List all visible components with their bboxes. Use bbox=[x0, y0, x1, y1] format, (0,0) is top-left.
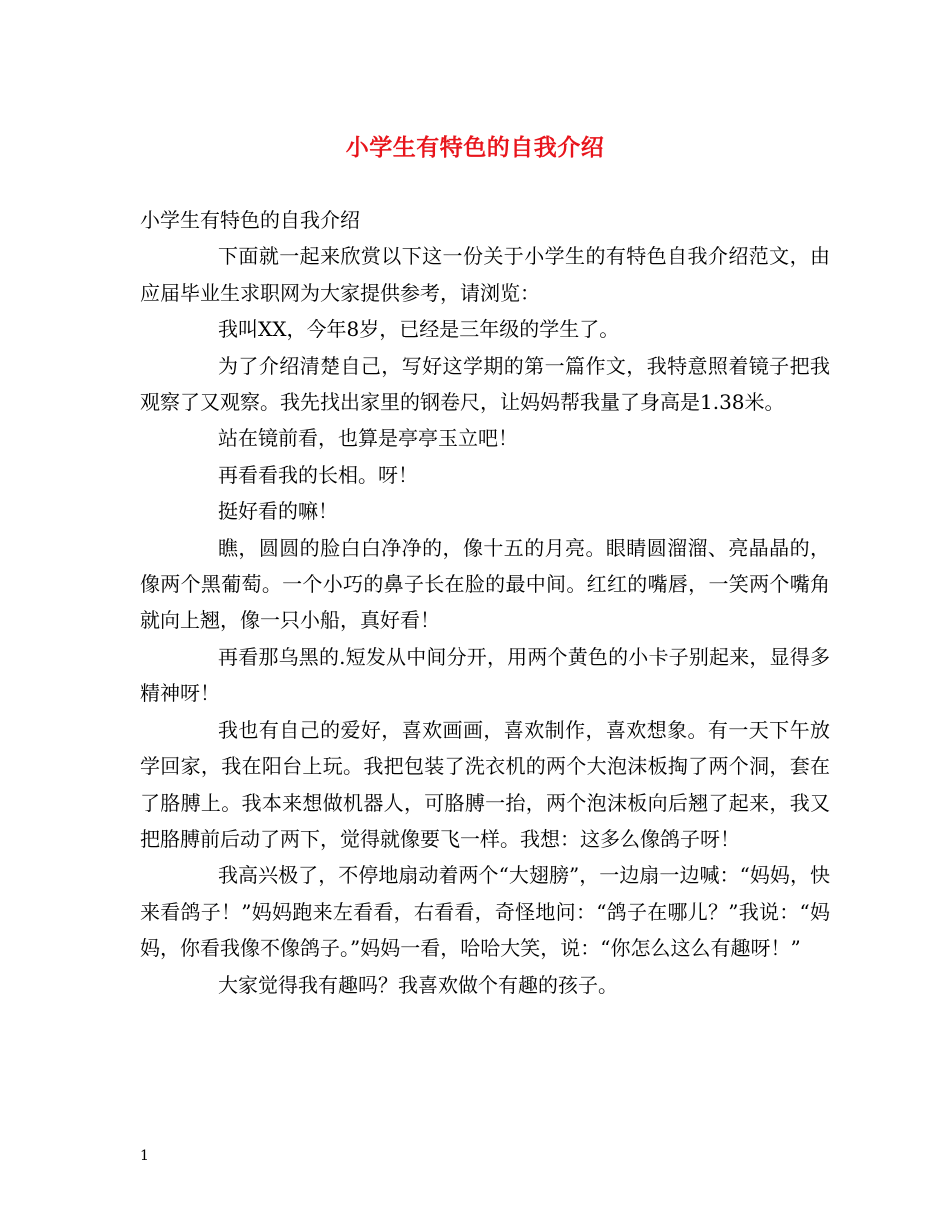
paragraph: 为了介绍清楚自己，写好这学期的第一篇作文，我特意照着镜子把我观察了又观察。我先找出家里的钢卷尺，让妈妈帮我量了身高是1.38米。 bbox=[140, 353, 830, 415]
document-title: 小学生有特色的自我介绍 bbox=[345, 134, 605, 161]
paragraph: 我也有自己的爱好，喜欢画画，喜欢制作，喜欢想象。有一天下午放学回家，我在阳台上玩。我把包装了洗衣机的两个大泡沫板掏了两个洞，套在了胳膊上。我本来想做机器人，可胳膊一抬，两个泡沫板向后翘了起来，我又把胳膊前后动了两下，觉得就像要飞一样。我想：这多么像鸽子呀！ bbox=[140, 717, 830, 851]
page-number: 1 bbox=[140, 1148, 149, 1164]
paragraph: 瞧，圆圆的脸白白净净的，像十五的月亮。眼睛圆溜溜、亮晶晶的，像两个黑葡萄。一个小巧的鼻子长在脸的最中间。红红的嘴唇，一笑两个嘴角就向上翘，像一只小船，真好看！ bbox=[140, 535, 830, 633]
paragraph: 挺好看的嘛！ bbox=[218, 499, 338, 524]
paragraph: 下面就一起来欣赏以下这一份关于小学生的有特色自我介绍范文，由应届毕业生求职网为大家提供参考，请浏览： bbox=[140, 244, 830, 305]
document-body bbox=[140, 202, 830, 1003]
paragraph: 我高兴极了，不停地扇动着两个“大翅膀”，一边扇一边喊：“妈妈，快来看鸽子！”妈妈跑来左看看，右看看，奇怪地问：“鸽子在哪儿？”我说：“妈妈，你看我像不像鸽子。”妈妈一看，哈哈大笑，说：“你怎么这么有趣呀！” bbox=[140, 863, 830, 961]
document-subtitle: 小学生有特色的自我介绍 bbox=[140, 208, 360, 232]
paragraph: 再看那乌黑的.短发从中间分开，用两个黄色的小卡子别起来，显得多精神呀！ bbox=[140, 644, 830, 706]
paragraph: 站在镜前看，也算是亭亭玉立吧！ bbox=[218, 426, 518, 451]
paragraph: 再看看我的长相。呀！ bbox=[218, 462, 418, 487]
paragraph: 我叫XX，今年8岁，已经是三年级的学生了。 bbox=[218, 317, 620, 342]
paragraph: 大家觉得我有趣吗？我喜欢做个有趣的孩子。 bbox=[218, 972, 618, 997]
